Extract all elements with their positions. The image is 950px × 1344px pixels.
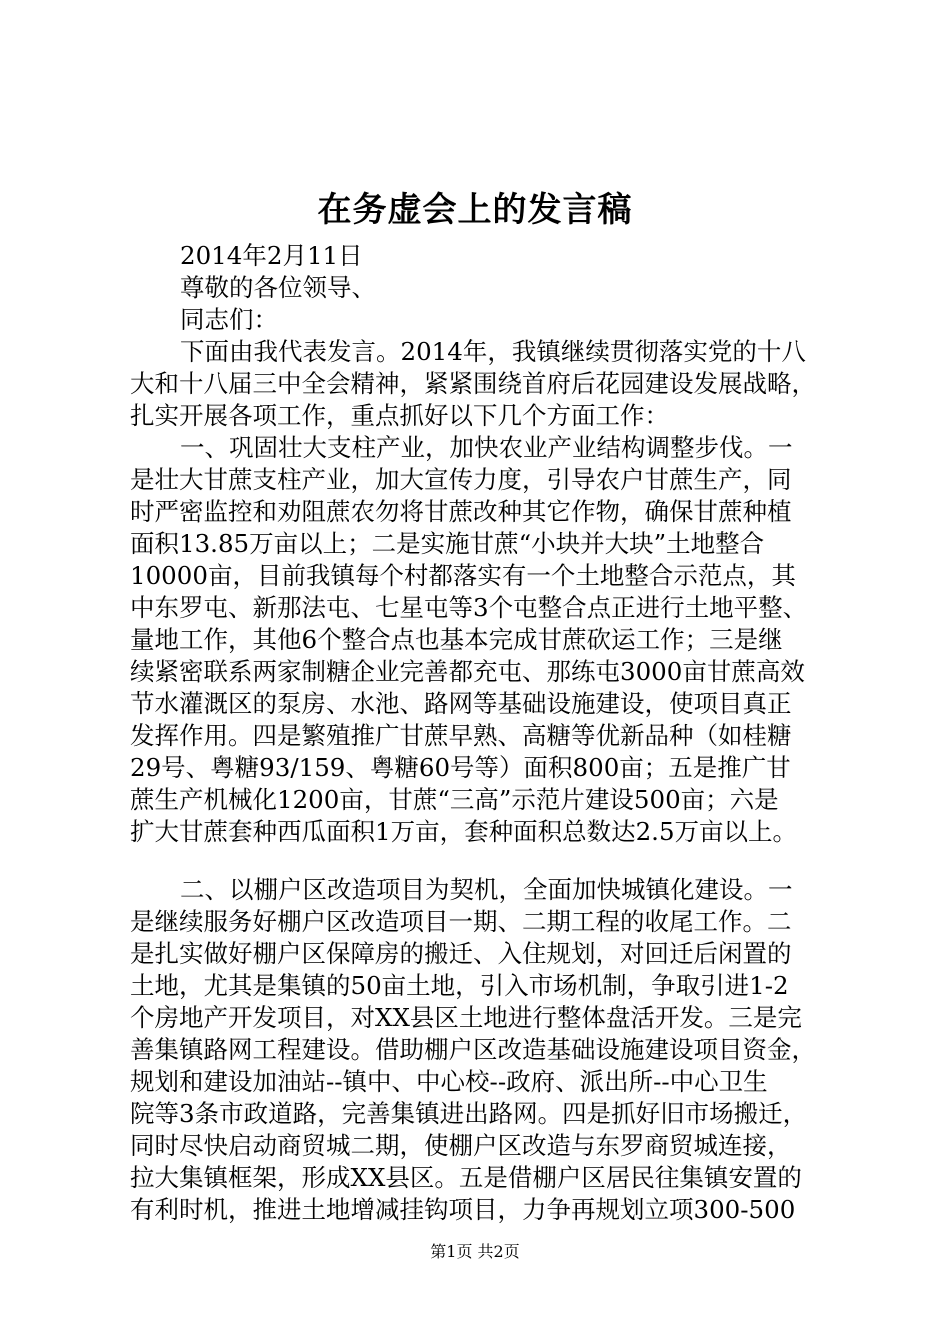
body-text-line: 土地，尤其是集镇的50亩土地，引入市场机制，争取引进1-2 [130,971,789,1000]
body-text-line: 有利时机，推进土地增减挂钩项目，力争再规划立项300-500 [130,1195,796,1224]
salutation-line: 同志们： [180,305,278,334]
body-text-line: 是扎实做好棚户区保障房的搬迁、入住规划，对回迁后闲置的 [130,939,792,968]
body-text-line: 10000亩，目前我镇每个村都落实有一个土地整合示范点，其 [130,561,796,590]
body-text-line: 善集镇路网工程建设。借助棚户区改造基础设施建设项目资金， [130,1035,816,1064]
body-text-line: 发挥作用。四是繁殖推广甘蔗早熟、高糖等优新品种（如桂糖 [130,721,792,750]
body-text-line: 二、以棚户区改造项目为契机，全面加快城镇化建设。一 [180,875,793,904]
body-text-line: 蔗生产机械化1200亩，甘蔗“三高”示范片建设500亩；六是 [130,785,779,814]
body-text-line: 下面由我代表发言。2014年，我镇继续贯彻落实党的十八 [180,337,806,366]
body-text-line: 面积13.85万亩以上；二是实施甘蔗“小块并大块”土地整合 [130,529,765,558]
body-text-line: 扎实开展各项工作，重点抓好以下几个方面工作： [130,401,669,430]
document-date: 2014年2月11日 [180,241,363,270]
body-text-line: 大和十八届三中全会精神，紧紧围绕首府后花园建设发展战略， [130,369,816,398]
body-text-line: 个房地产开发项目，对XX县区土地进行整体盘活开发。三是完 [130,1003,802,1032]
body-text-line: 院等3条市政道路，完善集镇进出路网。四是抓好旧市场搬迁， [130,1099,808,1128]
body-text-line: 量地工作，其他6个整合点也基本完成甘蔗砍运工作；三是继 [130,625,783,654]
body-text-line: 是继续服务好棚户区改造项目一期、二期工程的收尾工作。二 [130,907,792,936]
document-title: 在务虚会上的发言稿 [317,190,633,230]
body-text-line: 拉大集镇框架，形成XX县区。五是借棚户区居民往集镇安置的 [130,1163,802,1192]
body-text-line: 时严密监控和劝阻蔗农勿将甘蔗改种其它作物，确保甘蔗种植 [130,497,792,526]
body-text-line: 扩大甘蔗套种西瓜面积1万亩，套种面积总数达2.5万亩以上。 [130,817,798,846]
body-text-line: 续紧密联系两家制糖企业完善都充屯、那练屯3000亩甘蔗高效 [130,657,805,686]
page-footer: 第1页 共2页 [430,1242,520,1261]
body-text-line: 是壮大甘蔗支柱产业，加大宣传力度，引导农户甘蔗生产，同 [130,465,792,494]
body-text-line: 29号、粤糖93/159、粤糖60号等）面积800亩；五是推广甘 [130,753,791,782]
body-text-line: 规划和建设加油站--镇中、中心校--政府、派出所--中心卫生 [130,1067,768,1096]
body-text-line: 节水灌溉区的泵房、水池、路网等基础设施建设，使项目真正 [130,689,792,718]
salutation-line: 尊敬的各位领导、 [180,273,376,302]
body-text-line: 中东罗屯、新那法屯、七星屯等3个屯整合点正进行土地平整、 [130,593,808,622]
body-text-line: 一、巩固壮大支柱产业，加快农业产业结构调整步伐。一 [180,433,793,462]
body-text-line: 同时尽快启动商贸城二期，使棚户区改造与东罗商贸城连接， [130,1131,792,1160]
